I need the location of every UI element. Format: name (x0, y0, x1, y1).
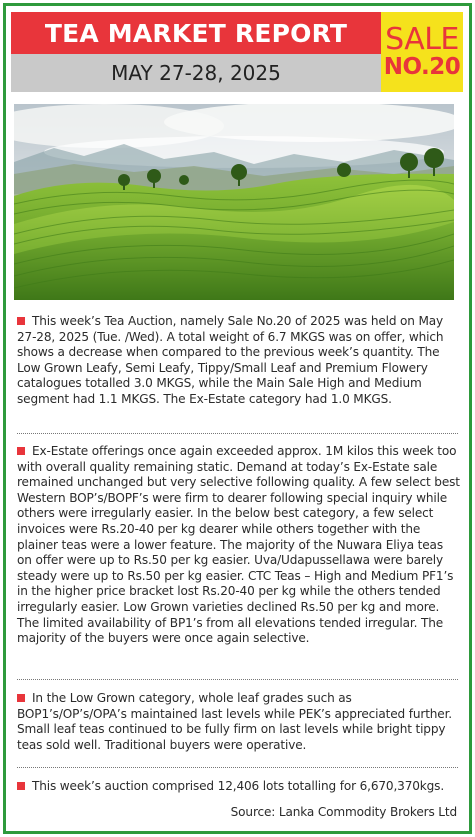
tea-plantation-photo (14, 104, 454, 300)
dotted-divider (17, 767, 458, 768)
tea-hills-illustration (14, 104, 454, 300)
red-square-bullet-icon (17, 317, 25, 325)
paragraph-auction-total (17, 779, 461, 795)
paragraph-text: This week’s auction comprised 12,406 lots totalling for 6,670,370kgs. (32, 779, 445, 793)
paragraph-text: Ex-Estate offerings once again exceeded approx. 1M kilos this week too with overall quality remaining static. Demand at today’s Ex-Estate sale remained unchanged but very selective following quality. A few select best Western BOP’s/BOPF’s were firm to dearer following special inquiry while others were irregularly easier. In the below best category, a few select invoices were Rs.20-40 per kg dearer while others together with the plainer teas were a lower feature. The majority of the Nuwara Eliya teas on offer were up to Rs.50 per kg easier. Uva/Udapussellawa were barely steady were up to Rs.50 per kg easier. CTC Teas – High and Medium PF1’s in the higher price bracket lost Rs.20-40 per kg while the others tended irregularly easier. Low Grown varieties declined Rs.50 per kg and more. The limited availability of BP1’s from all elevations tended irregular. The majority of the buyers were once again selective. (17, 444, 460, 646)
report-title: TEA MARKET REPORT (11, 12, 381, 54)
paragraph-text: This week’s Tea Auction, namely Sale No.20 of 2025 was held on May 27-28, 2025 (Tue. /Wed). A total weight of 6.7 MKGS was on offer, which shows a decrease when compared to the previous week’s quantity. The Low Grown Leafy, Semi Leafy, Tippy/Small Leaf and Premium Flowery catalogues totalled 3.0 MKGS, while the Main Sale High and Medium segment had 1.1 MKGS. The Ex-Estate category had 1.0 MKGS. (17, 314, 444, 406)
report-date: MAY 27-28, 2025 (11, 54, 381, 92)
sale-label: SALE (385, 21, 459, 57)
paragraph-low-grown (17, 691, 461, 753)
paragraph-text: In the Low Grown category, whole leaf grades such as BOP1’s/OP’s/OPA’s maintained last levels while PEK’s appreciated further. Small leaf teas continued to be fully firm on last levels while bright tippy teas sold well. Traditional buyers were operative. (17, 691, 453, 752)
dotted-divider (17, 679, 458, 680)
paragraph-sale-overview (17, 314, 461, 408)
red-square-bullet-icon (17, 447, 25, 455)
red-square-bullet-icon (17, 782, 25, 790)
source-credit: Source: Lanka Commodity Brokers Ltd (230, 805, 457, 819)
sale-number: NO.20 (383, 53, 461, 80)
paragraph-ex-estate (17, 444, 461, 647)
red-square-bullet-icon (17, 694, 25, 702)
sale-number-badge (381, 12, 463, 92)
dotted-divider (17, 433, 458, 434)
